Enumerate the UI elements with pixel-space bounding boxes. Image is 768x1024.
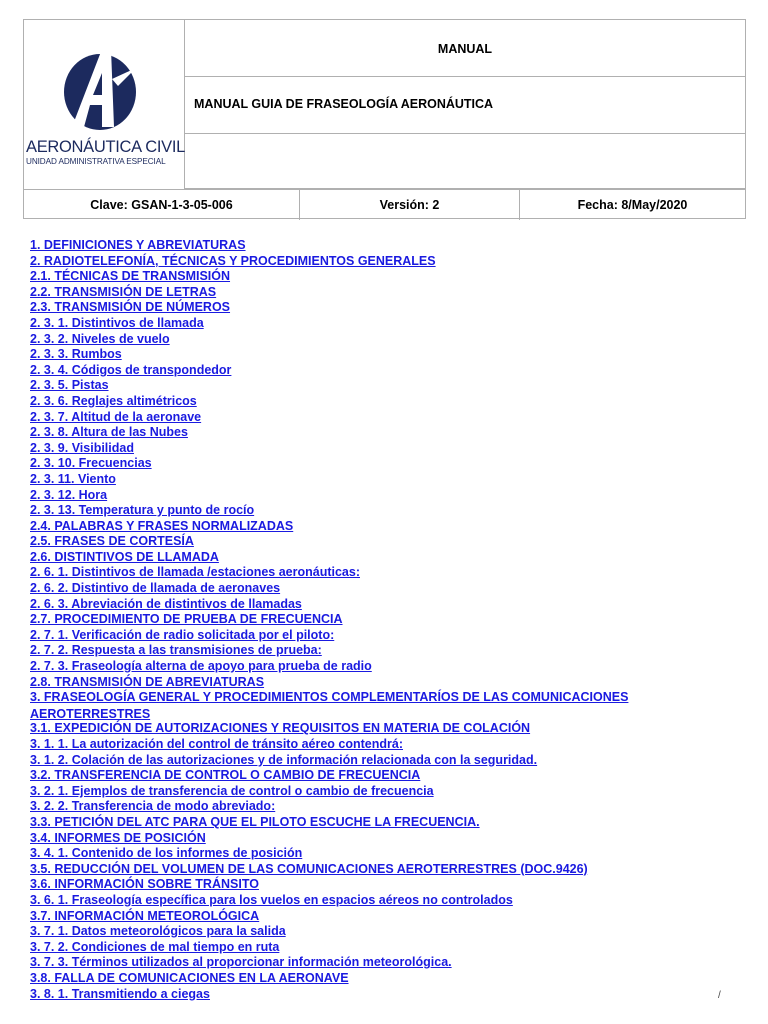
toc-item <box>30 674 730 690</box>
toc-item <box>30 299 730 315</box>
toc-link[interactable]: 3.2. TRANSFERENCIA DE CONTROL O CAMBIO DE FRECUENCIA <box>30 768 421 783</box>
logo-subtitle: UNIDAD ADMINISTRATIVA ESPECIAL <box>26 157 166 166</box>
toc-item <box>30 923 730 939</box>
table-of-contents <box>30 237 730 1001</box>
toc-link[interactable]: 3.4. INFORMES DE POSICIÓN <box>30 830 206 845</box>
toc-link[interactable]: 3. 2. 2. Transferencia de modo abreviado: <box>30 799 276 814</box>
toc-link[interactable]: 2. 3. 5. Pistas <box>30 378 109 393</box>
logo-cell <box>24 20 185 189</box>
toc-item <box>30 424 730 440</box>
toc-item <box>30 253 730 269</box>
toc-item <box>30 580 730 596</box>
toc-link[interactable]: 2. 7. 3. Fraseología alterna de apoyo para prueba de radio <box>30 659 372 674</box>
toc-link[interactable]: 2. 3. 1. Distintivos de llamada <box>30 315 204 330</box>
toc-link[interactable]: 3.3. PETICIÓN DEL ATC PARA QUE EL PILOTO ESCUCHE LA FRECUENCIA. <box>30 814 480 829</box>
toc-link[interactable]: 3. 4. 1. Contenido de los informes de posición <box>30 846 303 861</box>
toc-link[interactable]: 2. 3. 8. Altura de las Nubes <box>30 425 188 440</box>
toc-link[interactable]: 3. 1. 1. La autorización del control de tránsito aéreo contendrá: <box>30 737 403 751</box>
aerocivil-logo-icon <box>62 43 142 133</box>
toc-item <box>30 876 730 892</box>
toc-link[interactable]: 3. 7. 1. Datos meteorológicos para la salida <box>30 924 286 939</box>
toc-item <box>30 533 730 549</box>
toc-item <box>30 362 730 378</box>
page-mark: / <box>718 990 721 1001</box>
logo-name: AERONÁUTICA CIVIL <box>26 138 186 156</box>
toc-link[interactable]: 3.1. EXPEDICIÓN DE AUTORIZACIONES Y REQUISITOS EN MATERIA DE COLACIÓN <box>30 721 531 736</box>
toc-item <box>30 377 730 393</box>
toc-link[interactable]: 2. 7. 2. Respuesta a las transmisiones de prueba: <box>30 643 322 658</box>
toc-item <box>30 986 730 1002</box>
toc-link[interactable]: 2. 3. 11. Viento <box>30 471 116 486</box>
toc-item <box>30 502 730 518</box>
toc-link[interactable]: 3. 1. 2. Colación de las autorizaciones y de información relacionada con la seguridad. <box>30 752 538 767</box>
toc-item <box>30 658 730 674</box>
toc-link[interactable]: 2. 3. 12. Hora <box>30 487 108 502</box>
toc-link[interactable]: 3. 6. 1. Fraseología específica para los vuelos en espacios aéreos no controlados <box>30 892 513 907</box>
toc-link[interactable]: 3.7. INFORMACIÓN METEOROLÓGICA <box>30 908 260 923</box>
document-header <box>23 19 746 219</box>
fecha-cell <box>520 190 745 220</box>
toc-link[interactable]: 3.5. REDUCCIÓN DEL VOLUMEN DE LAS COMUNICACIONES AEROTERRESTRES (DOC.9426) <box>30 861 588 876</box>
doc-clave: Clave: GSAN-1-3-05-006 <box>90 198 233 212</box>
toc-link[interactable]: 2.7. PROCEDIMIENTO DE PRUEBA DE FRECUENCIA <box>30 612 343 627</box>
doc-fecha: Fecha: 8/May/2020 <box>577 198 688 212</box>
toc-link[interactable]: 2. 3. 3. Rumbos <box>30 347 122 362</box>
toc-item <box>30 611 730 627</box>
toc-link[interactable]: 2. 3. 10. Frecuencias <box>30 456 152 471</box>
toc-link[interactable]: 2. RADIOTELEFONÍA, TÉCNICAS Y PROCEDIMIENTOS GENERALES <box>30 253 436 268</box>
toc-item <box>30 970 730 986</box>
toc-link[interactable]: 2. 7. 1. Verificación de radio solicitada por el piloto: <box>30 627 335 642</box>
toc-link[interactable]: 2. 6. 3. Abreviación de distintivos de llamadas <box>30 596 302 611</box>
toc-item <box>30 627 730 643</box>
toc-item <box>30 908 730 924</box>
toc-link[interactable]: 2. 3. 6. Reglajes altimétricos <box>30 393 197 408</box>
toc-link[interactable]: 2. 3. 7. Altitud de la aeronave <box>30 409 202 424</box>
toc-item <box>30 331 730 347</box>
toc-link[interactable]: 2. 6. 2. Distintivo de llamada de aeronaves <box>30 581 281 596</box>
toc-item <box>30 736 730 752</box>
toc-link[interactable]: 3.8. FALLA DE COMUNICACIONES EN LA AERONAVE <box>30 970 349 985</box>
toc-link[interactable]: 2. 3. 9. Visibilidad <box>30 440 134 455</box>
toc-item <box>30 767 730 783</box>
toc-link[interactable]: 3. FRASEOLOGÍA GENERAL Y PROCEDIMIENTOS COMPLEMENTARÍOS DE LAS COMUNICACIONES AEROTERRESTRES <box>30 690 629 721</box>
toc-link[interactable]: 2.2. TRANSMISIÓN DE LETRAS <box>30 284 217 299</box>
toc-item <box>30 268 730 284</box>
toc-item <box>30 861 730 877</box>
doc-type: MANUAL <box>437 42 493 56</box>
toc-item <box>30 455 730 471</box>
toc-link[interactable]: 2. 6. 1. Distintivos de llamada /estaciones aeronáuticas: <box>30 565 360 580</box>
toc-link[interactable]: 2.8. TRANSMISIÓN DE ABREVIATURAS <box>30 674 265 689</box>
doc-title-row <box>185 77 745 134</box>
toc-item <box>30 284 730 300</box>
toc-item <box>30 752 730 768</box>
doc-version: Versión: 2 <box>379 198 440 212</box>
toc-item <box>30 237 730 253</box>
toc-link[interactable]: 2.1. TÉCNICAS DE TRANSMISIÓN <box>30 269 231 284</box>
toc-item <box>30 720 730 736</box>
toc-item <box>30 487 730 503</box>
toc-item <box>30 798 730 814</box>
toc-link[interactable]: 3. 2. 1. Ejemplos de transferencia de control o cambio de frecuencia <box>30 783 434 798</box>
toc-item <box>30 549 730 565</box>
toc-item <box>30 346 730 362</box>
toc-item <box>30 393 730 409</box>
toc-item <box>30 471 730 487</box>
toc-item <box>30 892 730 908</box>
toc-item <box>30 954 730 970</box>
toc-link[interactable]: 3. 8. 1. Transmitiendo a ciegas <box>30 986 210 1001</box>
empty-row <box>185 134 745 189</box>
toc-link[interactable]: 2. 3. 13. Temperatura y punto de rocío <box>30 503 255 518</box>
toc-item <box>30 845 730 861</box>
toc-item <box>30 315 730 331</box>
toc-item <box>30 830 730 846</box>
version-cell <box>300 190 520 220</box>
toc-item <box>30 689 730 720</box>
toc-link[interactable]: 2. 3. 2. Niveles de vuelo <box>30 331 170 346</box>
toc-item <box>30 596 730 612</box>
toc-item <box>30 409 730 425</box>
toc-item <box>30 642 730 658</box>
toc-item <box>30 564 730 580</box>
toc-link[interactable]: 3.6. INFORMACIÓN SOBRE TRÁNSITO <box>30 877 259 892</box>
doc-type-row <box>185 20 745 77</box>
toc-link[interactable]: 3. 7. 2. Condiciones de mal tiempo en ruta <box>30 939 280 954</box>
toc-link[interactable]: 1. DEFINICIONES Y ABREVIATURAS <box>30 238 246 252</box>
toc-link[interactable]: 3. 7. 3. Términos utilizados al proporcionar información meteorológica. <box>30 955 452 970</box>
toc-link[interactable]: 2. 3. 4. Códigos de transpondedor <box>30 362 232 377</box>
toc-item <box>30 814 730 830</box>
toc-link[interactable]: 2.5. FRASES DE CORTESÍA <box>30 534 194 549</box>
doc-title: MANUAL GUIA DE FRASEOLOGÍA AERONÁUTICA <box>194 97 494 111</box>
toc-item <box>30 783 730 799</box>
toc-item <box>30 440 730 456</box>
toc-link[interactable]: 2.6. DISTINTIVOS DE LLAMADA <box>30 549 219 564</box>
toc-link[interactable]: 2.3. TRANSMISIÓN DE NÚMEROS <box>30 300 231 315</box>
clave-cell <box>24 190 300 220</box>
toc-item <box>30 518 730 534</box>
doc-info-row <box>24 189 745 220</box>
toc-link[interactable]: 2.4. PALABRAS Y FRASES NORMALIZADAS <box>30 518 294 533</box>
toc-item <box>30 939 730 955</box>
